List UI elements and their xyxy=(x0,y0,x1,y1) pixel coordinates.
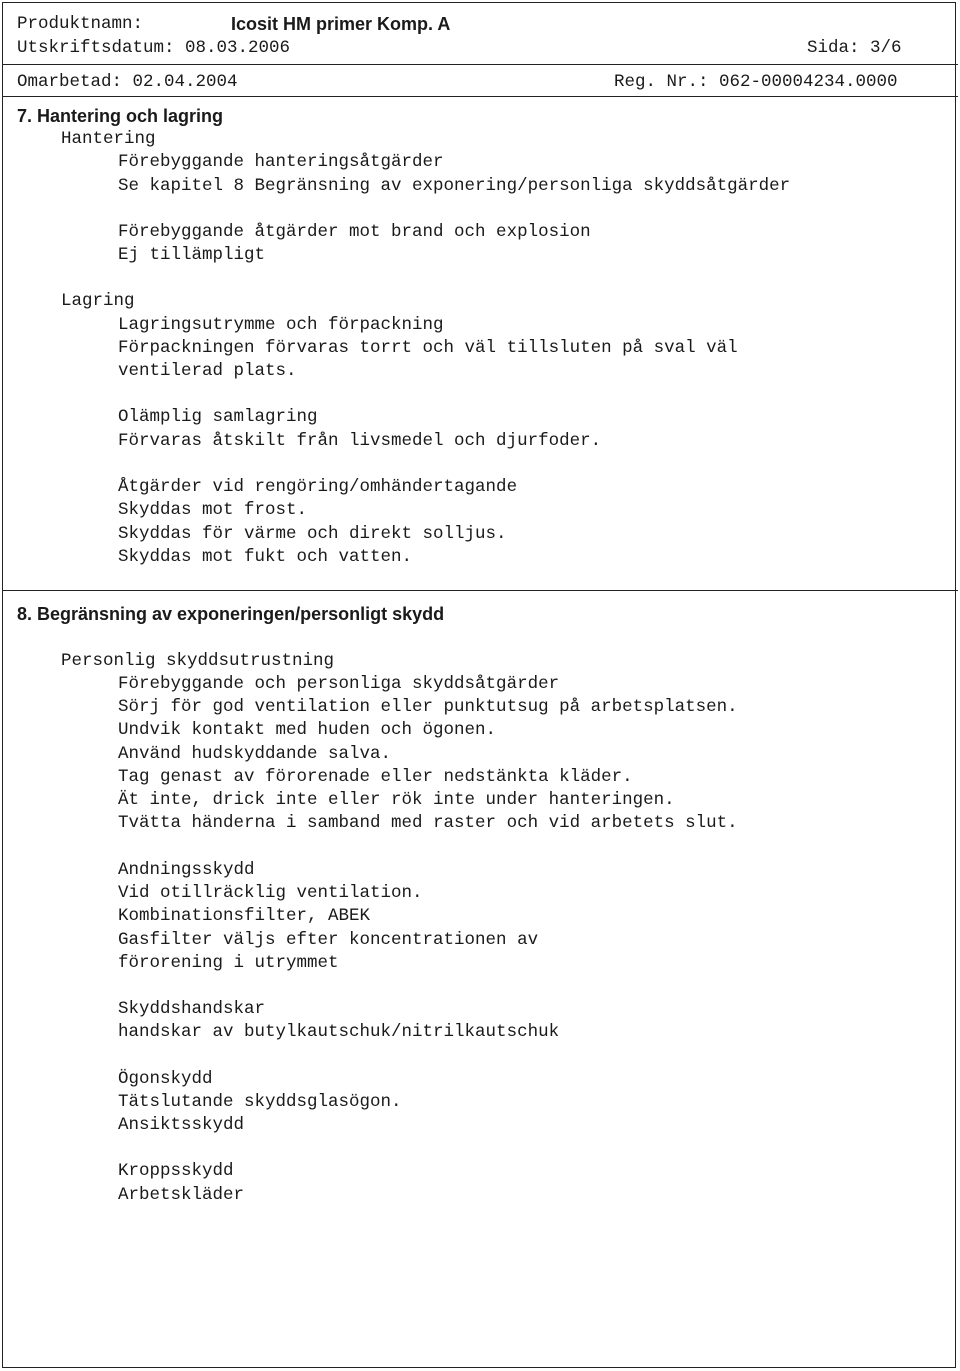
storage-heading: Lagring xyxy=(61,291,135,311)
respiratory-heading: Andningsskydd xyxy=(118,860,255,880)
respiratory-line-2: Kombinationsfilter, ABEK xyxy=(118,906,371,926)
page-number: Sida: 3/6 xyxy=(807,38,902,58)
storage-sub-3: Åtgärder vid rengöring/omhändertagande xyxy=(118,477,518,497)
handling-heading: Hantering xyxy=(61,129,156,149)
storage-sub-1-text-2: ventilerad plats. xyxy=(118,361,297,381)
storage-sub-2-text: Förvaras åtskilt från livsmedel och djurfoder. xyxy=(118,431,602,451)
handling-sub-1-text: Se kapitel 8 Begränsning av exponering/personliga skyddsåtgärder xyxy=(118,176,791,196)
storage-sub-1-text-1: Förpackningen förvaras torrt och väl tillsluten på sval väl xyxy=(118,338,738,358)
registration-number: Reg. Nr.: 062-00004234.0000 xyxy=(614,72,898,92)
storage-sub-2: Olämplig samlagring xyxy=(118,407,318,427)
section-8-title: 8. Begränsning av exponeringen/personligt skydd xyxy=(17,604,445,624)
handling-sub-1: Förebyggande hanteringsåtgärder xyxy=(118,152,444,172)
ppe-heading: Personlig skyddsutrustning xyxy=(61,651,335,671)
body-text: Arbetskläder xyxy=(118,1185,245,1205)
ppe-line-1: Sörj för god ventilation eller punktutsug på arbetsplatsen. xyxy=(118,697,738,717)
section-divider xyxy=(2,590,958,591)
gloves-heading: Skyddshandskar xyxy=(118,999,266,1019)
ppe-line-4: Tag genast av förorenade eller nedstänkta kläder. xyxy=(118,767,633,787)
storage-sub-3-text-3: Skyddas mot fukt och vatten. xyxy=(118,547,413,567)
respiratory-line-1: Vid otillräcklig ventilation. xyxy=(118,883,423,903)
subheader-divider xyxy=(2,96,958,97)
revised-date: Omarbetad: 02.04.2004 xyxy=(17,72,238,92)
handling-sub-2: Förebyggande åtgärder mot brand och explosion xyxy=(118,222,591,242)
storage-sub-3-text-2: Skyddas för värme och direkt solljus. xyxy=(118,524,507,544)
respiratory-line-3: Gasfilter väljs efter koncentrationen av xyxy=(118,930,539,950)
ppe-line-5: Ät inte, drick inte eller rök inte under hanteringen. xyxy=(118,790,675,810)
respiratory-line-4: förorening i utrymmet xyxy=(118,953,339,973)
handling-sub-2-text: Ej tillämpligt xyxy=(118,245,266,265)
storage-sub-3-text-1: Skyddas mot frost. xyxy=(118,500,308,520)
gloves-text: handskar av butylkautschuk/nitrilkautschuk xyxy=(118,1022,560,1042)
ppe-line-2: Undvik kontakt med huden och ögonen. xyxy=(118,720,497,740)
section-7-title: 7. Hantering och lagring xyxy=(17,106,224,126)
ppe-line-6: Tvätta händerna i samband med raster och vid arbetets slut. xyxy=(118,813,738,833)
ppe-line-3: Använd hudskyddande salva. xyxy=(118,744,392,764)
eye-heading: Ögonskydd xyxy=(118,1069,213,1089)
header-divider xyxy=(2,64,958,65)
product-name: Icosit HM primer Komp. A xyxy=(231,14,451,34)
storage-sub-1: Lagringsutrymme och förpackning xyxy=(118,315,444,335)
product-label: Produktnamn: xyxy=(17,14,144,34)
print-date: Utskriftsdatum: 08.03.2006 xyxy=(17,38,291,58)
ppe-sub-1: Förebyggande och personliga skyddsåtgärder xyxy=(118,674,560,694)
eye-text: Tätslutande skyddsglasögon. xyxy=(118,1092,402,1112)
face-heading: Ansiktsskydd xyxy=(118,1115,245,1135)
body-heading: Kroppsskydd xyxy=(118,1161,234,1181)
